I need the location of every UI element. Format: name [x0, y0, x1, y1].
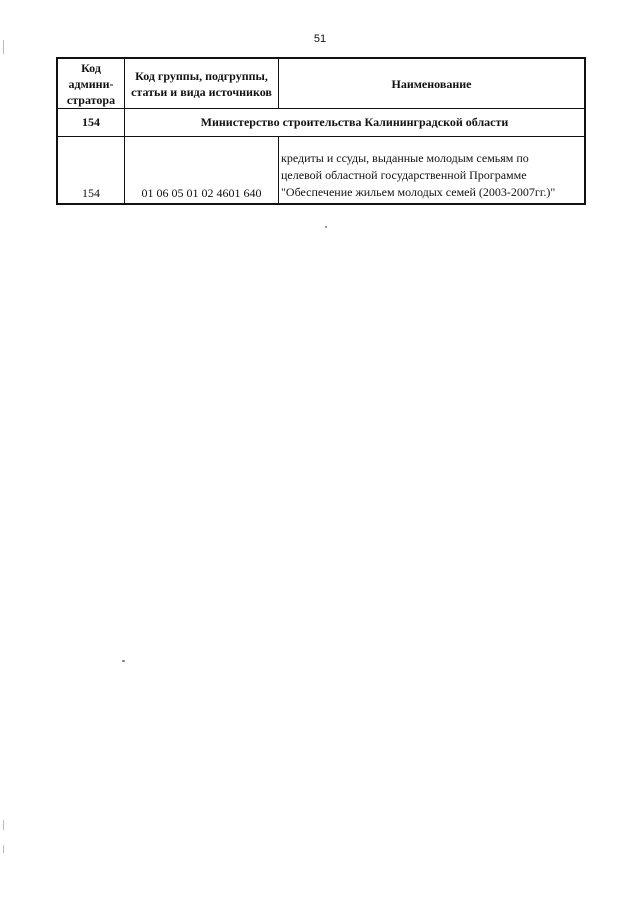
sources-table — [56, 57, 586, 205]
header-name: Наименование — [279, 58, 586, 109]
row-name-line: кредиты и ссуды, выданные молодым семьям по — [281, 151, 529, 165]
table-header-row — [57, 58, 585, 109]
scan-edge-mark — [3, 40, 4, 54]
ministry-code: 154 — [57, 109, 125, 137]
scan-speck — [122, 660, 125, 662]
row-source-code: 01 06 05 01 02 4601 640 — [125, 137, 279, 205]
ministry-name: Министерство строительства Калининградской области — [125, 109, 586, 137]
scan-edge-mark — [3, 845, 4, 853]
page-number: 51 — [313, 33, 327, 45]
scan-edge-mark — [3, 820, 4, 830]
scan-speck — [325, 226, 327, 228]
header-admin-code: Код админи-стратора — [57, 58, 125, 109]
header-group-code: Код группы, подгруппы, статьи и вида источников — [125, 58, 279, 109]
row-admin-code: 154 — [57, 137, 125, 205]
table-row — [57, 137, 585, 205]
row-name — [279, 137, 586, 205]
row-name-line: "Обеспечение жильем молодых семей (2003-2007гг.)" — [281, 185, 556, 199]
ministry-row — [57, 109, 585, 137]
row-name-line: целевой областной государственной Программе — [281, 168, 527, 182]
